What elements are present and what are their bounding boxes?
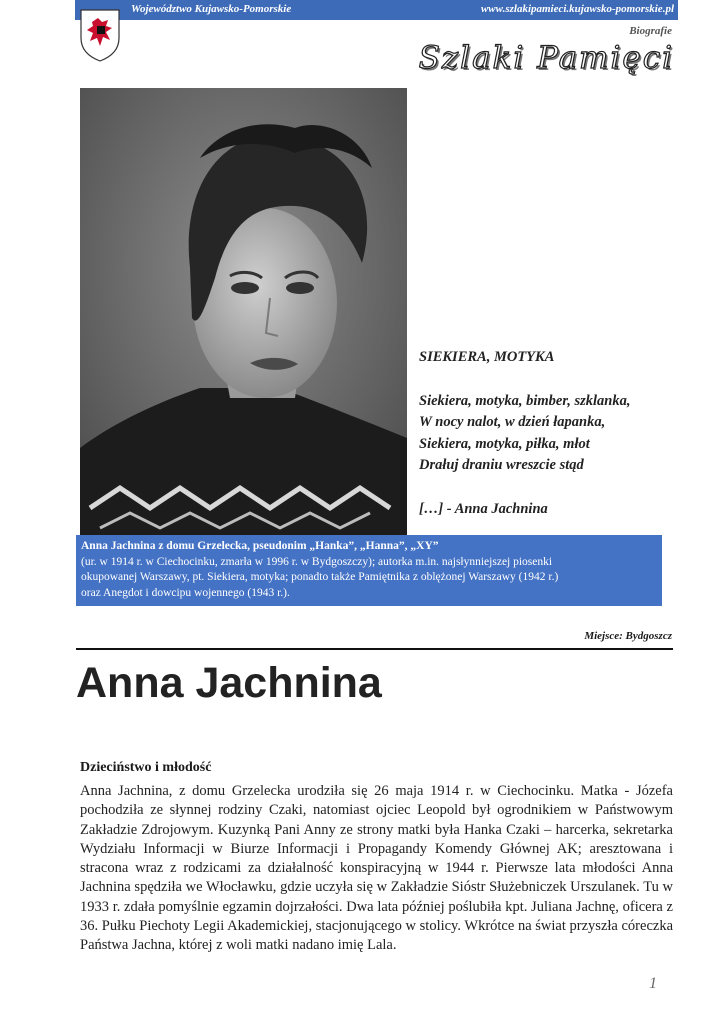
place-label: Miejsce: Bydgoszcz	[584, 630, 672, 642]
poem-title: SIEKIERA, MOTYKA	[419, 349, 555, 365]
header-bar	[75, 0, 678, 20]
caption-line: (ur. w 1914 r. w Ciechocinku, zmarła w 1996 r. w Bydgoszczy); autorka m.in. najsłynniejszej piosenki	[81, 555, 553, 568]
section-heading: Dzieciństwo i młodość	[80, 760, 212, 775]
poem-line: W nocy nalot, w dzień łapanka,	[419, 414, 606, 430]
poem-line: Drałuj draniu wreszcie stąd	[419, 457, 584, 473]
body-paragraph: Anna Jachnina, z domu Grzelecka urodziła się 26 maja 1914 r. w Ciechocinku. Matka - Józefa pochodziła ze słynnej rodziny Czaki, natomiast ojciec Leopold był ogrodnikiem w Państwowym Zakładzie Zdrojowym. Kuzynką Pani Anny ze strony matki była Hanka Czaki – harcerka, sekretarka Wydziału Informacji w Biurze Informacji i Propagandy Komendy Głównej AK; aresztowana i stracona wraz z rodzicami za działalność konspiracyjną w 1944 r. Pierwsze lata młodości Anna Jachnina spędziła we Włocławku, gdzie uczyła się w Zakładzie Sióstr Służebniczek Urszulanek. Tu w 1933 r. zdała pomyślnie egzamin dojrzałości. Dwa lata później poślubiła kpt. Juliana Jachnę, oficera z 36. Pułku Piechoty Legii Akademickiej, stacjonującego w stolicy. Wkrótce na świat przyszła córeczka Państwa Jachna, której z woli matki nadano imię Lala.	[80, 783, 673, 954]
coat-of-arms-icon	[78, 8, 122, 62]
page-title: Anna Jachnina	[76, 659, 382, 707]
poem-line: Siekiera, motyka, piłka, młot	[419, 435, 590, 452]
portrait-photo	[80, 88, 407, 536]
caption-line: oraz Anegdot i dowcipu wojennego (1943 r.).	[81, 586, 290, 599]
poem-quote	[419, 347, 630, 520]
bio-caption-box	[76, 535, 662, 606]
caption-line: Anna Jachnina z domu Grzelecka, pseudonim „Hanka”, „Hanna”, „XY”	[81, 540, 439, 552]
brand-logo: Szlaki Pamięci	[418, 40, 674, 76]
page-number: 1	[649, 975, 657, 992]
region-name: Województwo Kujawsko-Pomorskie	[131, 3, 292, 15]
site-url-link[interactable]: www.szlakipamieci.kujawsko-pomorskie.pl	[480, 3, 674, 15]
poem-line: Siekiera, motyka, bimber, szklanka,	[419, 392, 631, 409]
poem-signature: […] - Anna Jachnina	[419, 500, 548, 517]
caption-line: okupowanej Warszawy, pt. Siekiera, motyka; ponadto także Pamiętnika z oblężonej Warszawy (1942 r.)	[81, 571, 559, 583]
section-label: Biografie	[629, 25, 672, 37]
divider	[76, 648, 673, 650]
